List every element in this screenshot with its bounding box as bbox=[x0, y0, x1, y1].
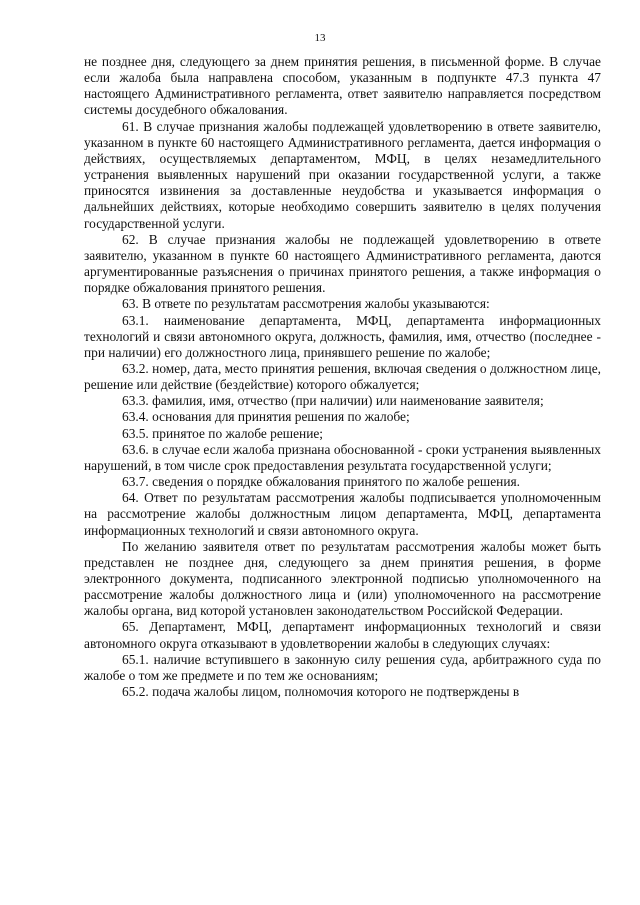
paragraph-63: 63. В ответе по результатам рассмотрения жалобы указываются: bbox=[122, 296, 490, 312]
paragraph-63-3: 63.3. фамилия, имя, отчество (при наличии) или наименование заявителя; bbox=[122, 393, 544, 409]
paragraph-65-2: 65.2. подача жалобы лицом, полномочия которого не подтверждены в bbox=[122, 684, 520, 700]
paragraph-62: 62. В случае признания жалобы не подлежащей удовлетворению в ответе заявителю, указанном в пункте 60 настоящего Административного регламента, даются аргументированные разъяснения о причинах принятого решения, а также информация о порядке обжалования принятого решения. bbox=[84, 231, 601, 296]
paragraph-63-2: 63.2. номер, дата, место принятия решения, включая сведения о должностном лице, решение или действие (бездействие) которого обжалуется; bbox=[84, 360, 601, 393]
paragraph-65: 65. Департамент, МФЦ, департамент информационных технологий и связи автономного округа отказывают в удовлетворении жалобы в следующих случаях: bbox=[84, 619, 601, 651]
paragraph-63-1: 63.1. наименование департамента, МФЦ, департамента информационных технологий и связи автономного округа, должность, фамилия, имя, отчество (последнее - при наличии) его должностного лица, принявшего решение по жалобе; bbox=[84, 312, 601, 360]
paragraph-continuation: не позднее дня, следующего за днем принятия решения, в письменной форме. В случае если жалоба была направлена способом, указанным в подпункте 47.3 пункта 47 настоящего Административного регламента, ответ заявителю направляется посредством системы досудебного обжалования. bbox=[84, 54, 601, 118]
paragraph-65-1: 65.1. наличие вступившего в законную силу решения суда, арбитражного суда по жалобе о том же предмете и по тем же основаниям; bbox=[84, 651, 601, 683]
paragraph-64-electronic-response: По желанию заявителя ответ по результатам рассмотрения жалобы может быть представлен не позднее дня, следующего за днем принятия решения, в форме электронного документа, подписанного электронной подписью уполномоченного на рассмотрение жалобы должностного лица и (или) уполномоченного на рассмотрение жалобы органа, вид которой установлен законодательством Российской Федерации. bbox=[84, 538, 601, 619]
paragraph-63-5: 63.5. принятое по жалобе решение; bbox=[122, 425, 324, 441]
page-number: 13 bbox=[314, 32, 326, 44]
document-body bbox=[84, 54, 601, 700]
paragraph-64: 64. Ответ по результатам рассмотрения жалобы подписывается уполномоченным на рассмотрение жалобы должностным лицом департамента, МФЦ, департамента информационных технологий и связи автономного округа. bbox=[84, 490, 601, 538]
paragraph-63-4: 63.4. основания для принятия решения по жалобе; bbox=[122, 409, 410, 425]
paragraph-63-7: 63.7. сведения о порядке обжалования принятого по жалобе решения. bbox=[122, 474, 520, 490]
paragraph-61: 61. В случае признания жалобы подлежащей удовлетворению в ответе заявителю, указанном в пункте 60 настоящего Административного регламента, дается информация о действиях, осуществляемых департаментом, МФЦ, в целях незамедлительного устранения выявленных нарушений при оказании государственной услуги, а также приносятся извинения за доставленные неудобства и указывается информация о дальнейших действиях, которые необходимо совершить заявителю в целях получения государственной услуги. bbox=[84, 118, 601, 231]
paragraph-63-6: 63.6. в случае если жалоба признана обоснованной - сроки устранения выявленных нарушений, в том числе срок предоставления результата государственной услуги; bbox=[84, 441, 601, 473]
